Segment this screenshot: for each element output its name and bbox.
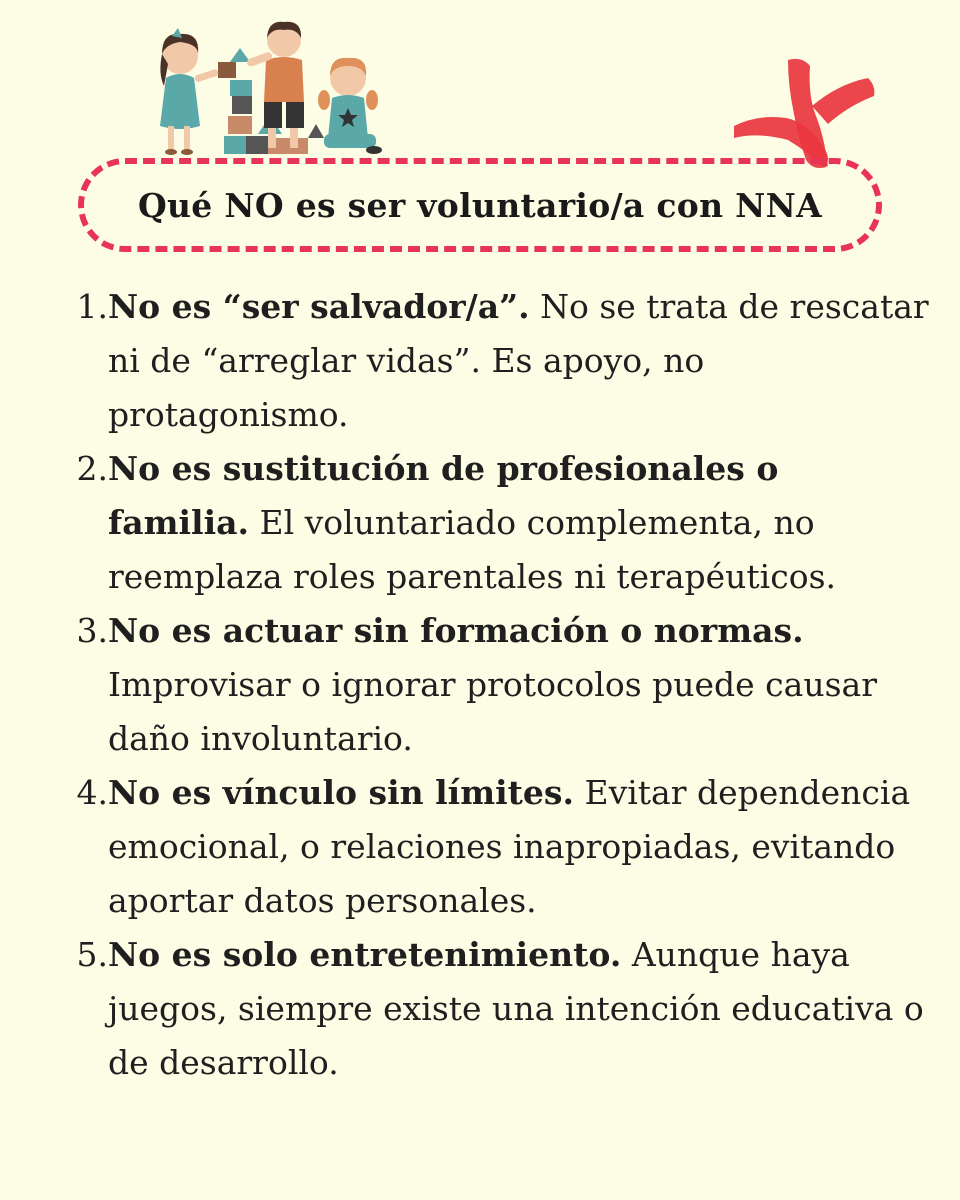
list-item — [70, 928, 930, 1090]
item-content — [108, 280, 930, 442]
item-heading: No es “ser salvador/a”. — [108, 287, 530, 326]
list-item — [70, 442, 930, 604]
item-content — [108, 604, 930, 766]
page-title: Qué NO es ser voluntario/a con NNA — [137, 185, 823, 225]
item-number: 3. — [76, 611, 108, 650]
list-item — [70, 766, 930, 928]
item-number: 4. — [76, 773, 108, 812]
list-item — [70, 280, 930, 442]
item-description: El voluntariado complementa, no reemplaza roles parentales ni terapéuticos. — [108, 503, 837, 596]
item-description: Aunque haya juegos, siempre existe una intención educativa o de desarrollo. — [108, 935, 924, 1082]
children-playing-blocks-illustration — [148, 14, 388, 160]
item-content — [108, 442, 930, 604]
not-volunteering-list — [70, 280, 930, 1090]
item-number: 5. — [76, 935, 108, 974]
item-content — [108, 928, 930, 1090]
item-description: No se trata de rescatar ni de “arreglar vidas”. Es apoyo, no protagonismo. — [108, 287, 929, 434]
list-item — [70, 604, 930, 766]
item-description: Evitar dependencia emocional, o relaciones inapropiadas, evitando aportar datos personales. — [108, 773, 911, 920]
item-content — [108, 766, 930, 928]
item-description: Improvisar o ignorar protocolos puede causar daño involuntario. — [108, 665, 877, 758]
item-heading: No es actuar sin formación o normas. — [108, 611, 804, 650]
item-number: 2. — [76, 449, 108, 488]
title-banner — [78, 158, 882, 252]
item-heading: No es solo entretenimiento. — [108, 935, 622, 974]
item-heading: No es vínculo sin límites. — [108, 773, 574, 812]
item-number: 1. — [76, 287, 108, 326]
item-heading: No es sustitución de profesionales o familia. — [108, 449, 779, 542]
